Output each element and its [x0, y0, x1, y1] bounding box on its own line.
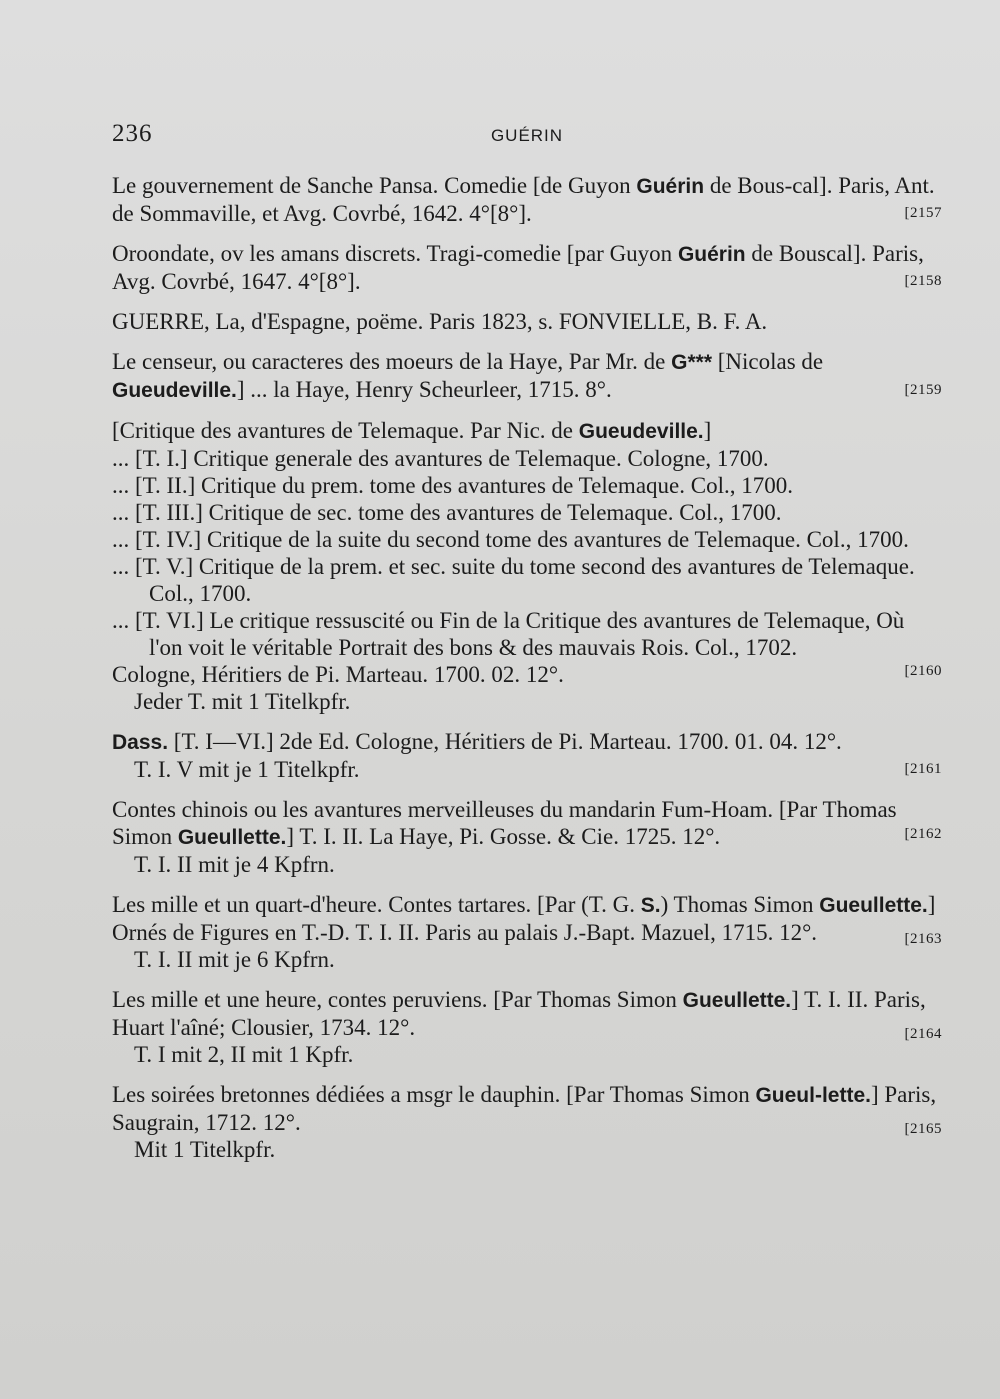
volume-line: ... [T. IV.] Critique de la suite du second tome des avantures de Telemaque. Col., 1700.: [112, 527, 909, 552]
entry-text: GUERRE, La, d'Espagne, poëme. Paris 1823, s. FONVIELLE, B. F. A.: [112, 309, 768, 334]
entry-guerre: [112, 308, 942, 335]
entry-2157: [112, 172, 942, 227]
entry-number: [2161: [904, 761, 942, 777]
volume-line: ... [T. I.] Critique generale des avantures de Telemaque. Cologne, 1700.: [112, 446, 769, 471]
entry-2163: [112, 891, 942, 973]
volume-line: ... [T. VI.] Le critique ressuscité ou Fin de la Critique des avantures de Telemaque, Où l'on voit le véritable Portrait des bons & des mauvais Rois. Col., 1702.: [112, 608, 905, 660]
bibliography-text: [112, 172, 942, 1176]
entry-2161: [112, 728, 942, 783]
entry-note: Jeder T. mit 1 Titelkpfr.: [134, 689, 351, 714]
volume-line: ... [T. V.] Critique de la prem. et sec. suite du tome second des avantures de Telemaque. Col., 1700.: [112, 554, 915, 606]
entry-text: Les mille et un quart-d'heure. Contes tartares. [Par (T. G. S.) Thomas Simon Gueullette.] Ornés de Figures en T.-D. T. I. II. Paris au palais J.-Bapt. Mazuel, 1715. 12°.: [112, 892, 936, 945]
page-number: 236: [112, 120, 153, 147]
page-header: [112, 120, 942, 160]
entry-note: T. I. V mit je 1 Titelkpfr.: [134, 757, 360, 782]
entry-note: T. I mit 2, II mit 1 Kpfr.: [134, 1042, 354, 1067]
volume-line: ... [T. III.] Critique de sec. tome des avantures de Telemaque. Col., 1700.: [112, 500, 782, 525]
entry-text: Le gouvernement de Sanche Pansa. Comedie [de Guyon Guérin de Bous-cal]. Paris, Ant. de Sommaville, et Avg. Covrbé, 1642. 4°[8°].: [112, 173, 935, 226]
entry-2162: [112, 796, 942, 878]
entry-number: [2163: [904, 931, 942, 947]
running-head: GUÉRIN: [490, 126, 564, 145]
entry-2164: [112, 986, 942, 1068]
entry-note: Mit 1 Titelkpfr.: [134, 1137, 276, 1162]
entry-text: Les mille et une heure, contes peruviens. [Par Thomas Simon Gueullette.] T. I. II. Paris, Huart l'aîné; Clousier, 1734. 12°.: [112, 987, 926, 1040]
entry-number: [2160: [904, 663, 942, 679]
imprint-line: Cologne, Héritiers de Pi. Marteau. 1700. 02. 12°.: [112, 662, 564, 687]
entry-text: Le censeur, ou caracteres des moeurs de la Haye, Par Mr. de G*** [Nicolas de Gueudeville.] ... la Haye, Henry Scheurleer, 1715. 8°.: [112, 349, 824, 402]
entry-number: [2162: [904, 826, 942, 842]
entry-number: [2159: [904, 382, 942, 398]
entry-number: [2165: [904, 1121, 942, 1137]
entry-number: [2164: [904, 1026, 942, 1042]
entry-note: T. I. II mit je 6 Kpfrn.: [134, 947, 335, 972]
entry-text: Contes chinois ou les avantures merveilleuses du mandarin Fum-Hoam. [Par Thomas Simon Gueullette.] T. I. II. La Haye, Pi. Gosse. & Cie. 1725. 12°.: [112, 797, 897, 849]
volume-line: ... [T. II.] Critique du prem. tome des avantures de Telemaque. Col., 1700.: [112, 473, 793, 498]
entry-note: T. I. II mit je 4 Kpfrn.: [134, 852, 335, 877]
entry-2158: [112, 240, 942, 295]
entry-number: [2157: [904, 205, 942, 221]
entry-number: [2158: [904, 273, 942, 289]
entry-2160: [112, 417, 942, 715]
entry-text: Oroondate, ov les amans discrets. Tragi-comedie [par Guyon Guérin de Bouscal]. Paris, Avg. Covrbé, 1647. 4°[8°].: [112, 241, 924, 294]
entry-2165: [112, 1081, 942, 1163]
critique-intro: [Critique des avantures de Telemaque. Par Nic. de Gueudeville.]: [112, 418, 712, 443]
entry-2159: [112, 348, 942, 404]
entry-text: Les soirées bretonnes dédiées a msgr le dauphin. [Par Thomas Simon Gueul-lette.] Paris, Saugrain, 1712. 12°.: [112, 1082, 937, 1135]
entry-text: Dass. [T. I—VI.] 2de Ed. Cologne, Héritiers de Pi. Marteau. 1700. 01. 04. 12°.: [112, 729, 842, 754]
